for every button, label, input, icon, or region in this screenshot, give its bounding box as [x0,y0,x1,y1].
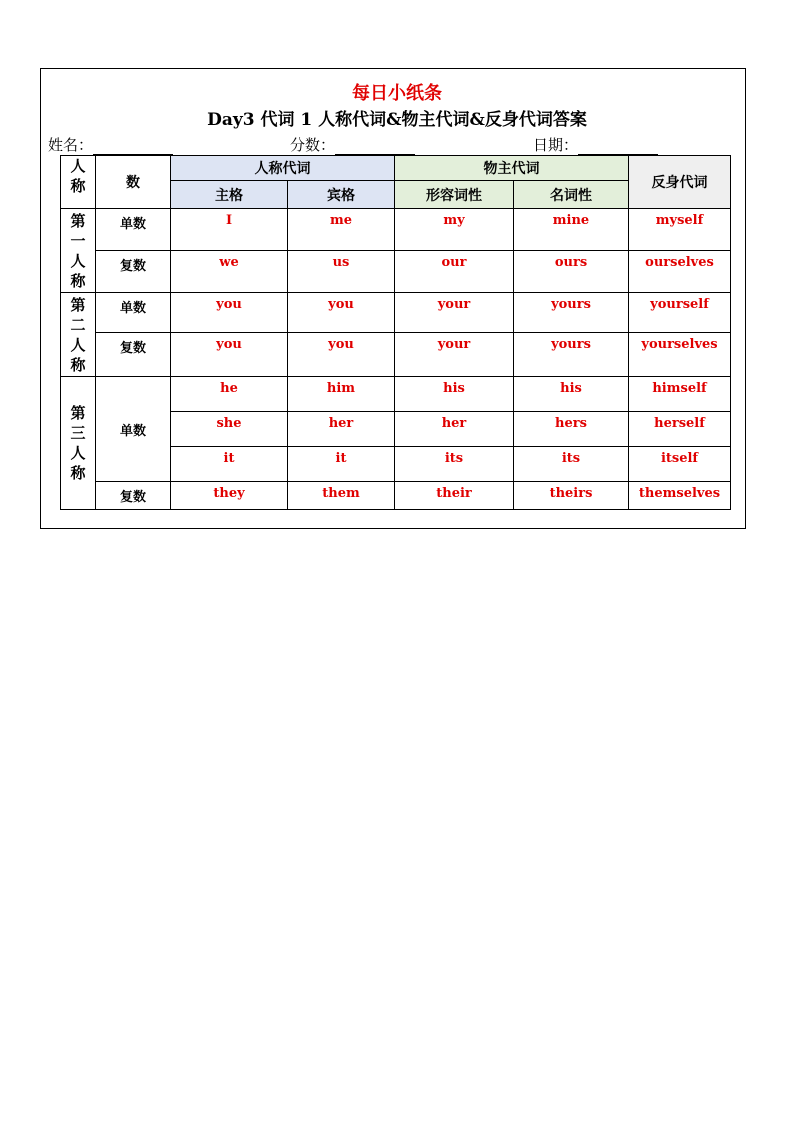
number-plural: 复数 [96,333,171,377]
number-singular: 单数 [96,209,171,251]
name-label: 姓名： [48,136,94,154]
cell: you [288,333,395,377]
cell: theirs [514,482,629,510]
cell: my [395,209,514,251]
cell: his [514,377,629,412]
score-field[interactable] [290,134,415,155]
name-field[interactable] [48,134,173,155]
name-blank[interactable] [93,140,173,155]
page-subtitle: Day3 代词 1 人称代词&物主代词&反身代词答案 [207,110,587,130]
cell: you [288,293,395,333]
header-noun: 名词性 [514,181,629,209]
cell: himself [629,377,731,412]
cell: myself [629,209,731,251]
cell: your [395,293,514,333]
cell: you [171,293,288,333]
header-reflexive: 反身代词 [629,156,731,209]
person-second: 第二人称 [61,293,96,377]
number-singular: 单数 [96,293,171,333]
person-third: 第三人称 [61,377,96,510]
score-label: 分数： [290,136,336,154]
person-first: 第一人称 [61,209,96,293]
score-blank[interactable] [335,140,415,155]
number-plural: 复数 [96,251,171,293]
cell: it [288,447,395,482]
header-object: 宾格 [288,181,395,209]
cell: hers [514,412,629,447]
header-person: 人称 [61,156,96,209]
cell: he [171,377,288,412]
cell: them [288,482,395,510]
cell: us [288,251,395,293]
cell: him [288,377,395,412]
cell: she [171,412,288,447]
cell: its [514,447,629,482]
cell: it [171,447,288,482]
cell: their [395,482,514,510]
cell: they [171,482,288,510]
cell: our [395,251,514,293]
cell: mine [514,209,629,251]
cell: your [395,333,514,377]
page-title: 每日小纸条 [352,83,442,104]
pronoun-table [60,155,731,510]
date-field[interactable] [533,134,658,155]
header-number: 数 [96,156,171,209]
cell: me [288,209,395,251]
header-personal-pronoun: 人称代词 [171,156,395,181]
cell: we [171,251,288,293]
header-subject: 主格 [171,181,288,209]
cell: themselves [629,482,731,510]
cell: his [395,377,514,412]
header-possessive-pronoun: 物主代词 [395,156,629,181]
cell: yours [514,333,629,377]
cell: yours [514,293,629,333]
cell: yourself [629,293,731,333]
cell: I [171,209,288,251]
header-adjective: 形容词性 [395,181,514,209]
cell: her [288,412,395,447]
cell: her [395,412,514,447]
cell: herself [629,412,731,447]
cell: yourselves [629,333,731,377]
cell: ourselves [629,251,731,293]
cell: its [395,447,514,482]
cell: you [171,333,288,377]
number-singular: 单数 [96,377,171,482]
cell: ours [514,251,629,293]
date-label: 日期： [533,136,579,154]
date-blank[interactable] [578,140,658,155]
number-plural: 复数 [96,482,171,510]
cell: itself [629,447,731,482]
